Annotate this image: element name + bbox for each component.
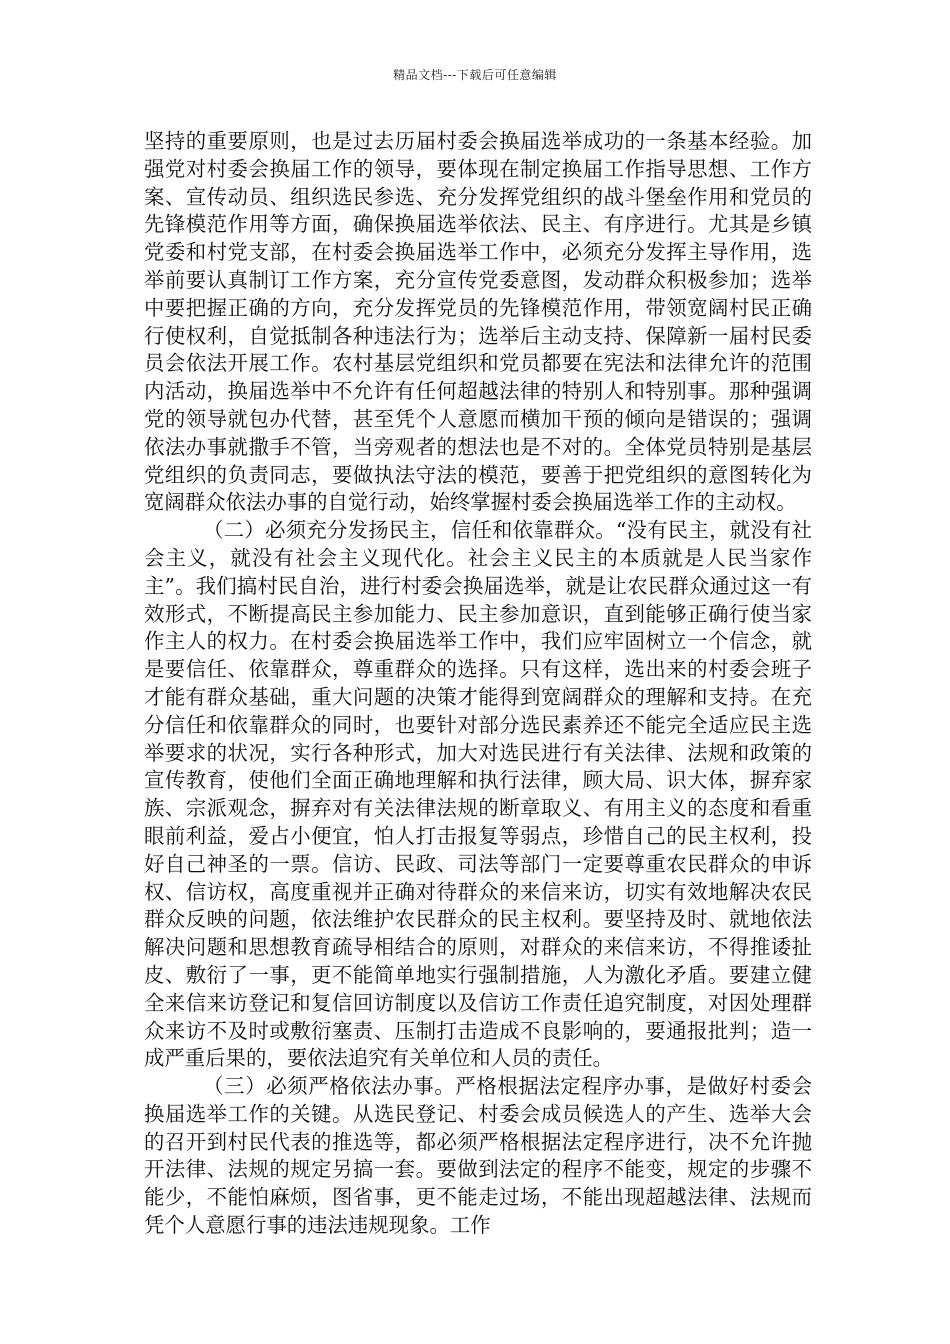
paragraph: （三）必须严格依法办事。严格根据法定程序办事，是做好村委会换届选举工作的关键。从选民登记、村委会成员候选人的产生、选举大会的召开到村民代表的推选等，都必须严格根据法定程序进行，决不允许抛开法律、法规的规定另搞一套。要做到法定的程序不能变，规定的步骤不能少，不能怕麻烦，图省事，更不能走过场，不能出现超越法律、法规而凭个人意愿行事的违法违规现象。工作: [144, 1074, 812, 1238]
paragraph: 坚持的重要原则，也是过去历届村委会换届选举成功的一条基本经验。加强党对村委会换届工作的领导，要体现在制定换届工作指导思想、工作方案、宣传动员、组织选民参选、充分发挥党组织的战斗堡垒作用和党员的先锋模范作用等方面，确保换届选举依法、民主、有序进行。尤其是乡镇党委和村党支部，在村委会换届选举工作中，必须充分发挥主导作用，选举前要认真制订工作方案，充分宣传党委意图，发动群众积极参加；选举中要把握正确的方向，充分发挥党员的先锋模范作用，带领宽阔村民正确行使权利，自觉抵制各种违法行为；选举后主动支持、保障新一届村民委员会依法开展工作。农村基层党组织和党员都要在宪法和法律允许的范围内活动，换届选举中不允许有任何超越法律的特别人和特别事。那种强调党的领导就包办代替，甚至凭个人意愿而横加干预的倾向是错误的；强调依法办事就撒手不管，当旁观者的想法也是不对的。全体党员特别是基层党组织的负责同志，要做执法守法的模范，要善于把党组织的意图转化为宽阔群众依法办事的自觉行动，始终掌握村委会换届选举工作的主动权。: [144, 129, 812, 515]
paragraph: （二）必须充分发扬民主，信任和依靠群众。“没有民主，就没有社会主义，就没有社会主义现代化。社会主义民主的本质就是人民当家作主”。我们搞村民自治，进行村委会换届选举，就是让农民群众通过这一有效形式，不断提高民主参加能力、民主参加意识，直到能够正确行使当家作主人的权力。在村委会换届选举工作中，我们应牢固树立一个信念，就是要信任、依靠群众，尊重群众的选择。只有这样，选出来的村委会班子才能有群众基础，重大问题的决策才能得到宽阔群众的理解和支持。在充分信任和依靠群众的同时，也要针对部分选民素养还不能完全适应民主选举要求的状况，实行各种形式，加大对选民进行有关法律、法规和政策的宣传教育，使他们全面正确地理解和执行法律，顾大局、识大体，摒弃家族、宗派观念，摒弃对有关法律法规的断章取义、有用主义的态度和看重眼前利益，爱占小便宜，怕人打击报复等弱点，珍惜自己的民主权利，投好自己神圣的一票。信访、民政、司法等部门一定要尊重农民群众的申诉权、信访权，高度重视并正确对待群众的来信来访，切实有效地解决农民群众反映的问题，依法维护农民群众的民主权利。要坚持及时、就地依法解决问题和思想教育疏导相结合的原则，对群众的来信来访，不得推诿扯皮、敷衍了一事，更不能简单地实行强制措施，人为激化矛盾。要建立健全来信来访登记和复信回访制度以及信访工作责任追究制度，对因处理群众来访不及时或敷衍塞责、压制打击造成不良影响的，要通报批判；造一成严重后果的，要依法追究有关单位和人员的责任。: [144, 518, 812, 1071]
document-body: [144, 128, 812, 1240]
page-header: 精品文档---下载后可任意编辑: [393, 68, 557, 82]
